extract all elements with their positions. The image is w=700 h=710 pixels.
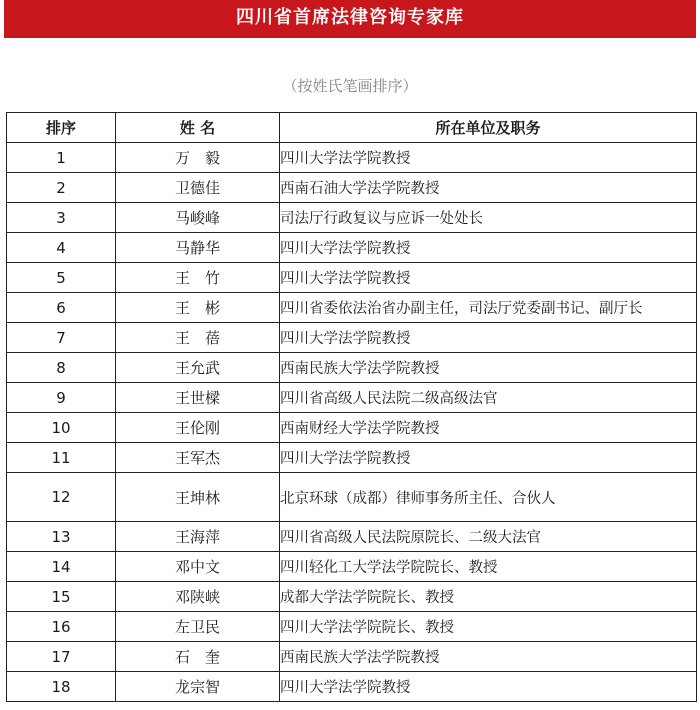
expert-affiliation: 西南财经大学法学院教授 — [280, 413, 697, 443]
expert-name: 王伦刚 — [116, 413, 280, 443]
table-row — [7, 473, 697, 522]
expert-name: 龙宗智 — [116, 672, 280, 702]
column-header-affiliation: 所在单位及职务 — [280, 113, 697, 143]
expert-name: 王军杰 — [116, 443, 280, 473]
expert-name: 王世樑 — [116, 383, 280, 413]
expert-name: 王 蓓 — [116, 323, 280, 353]
page-title: 四川省首席法律咨询专家库 — [236, 7, 464, 28]
expert-affiliation: 西南民族大学法学院教授 — [280, 642, 697, 672]
expert-affiliation: 四川大学法学院教授 — [280, 263, 697, 293]
expert-affiliation: 四川大学法学院教授 — [280, 143, 697, 173]
expert-name: 王 竹 — [116, 263, 280, 293]
expert-affiliation: 四川大学法学院教授 — [280, 233, 697, 263]
expert-affiliation: 北京环球（成都）律师事务所主任、合伙人 — [280, 473, 697, 522]
expert-name: 王海萍 — [116, 522, 280, 552]
expert-affiliation: 司法厅行政复议与应诉一处处长 — [280, 203, 697, 233]
row-number: 2 — [7, 173, 116, 203]
row-number: 7 — [7, 323, 116, 353]
table-row — [7, 383, 697, 413]
table-row — [7, 203, 697, 233]
row-number: 13 — [7, 522, 116, 552]
row-number: 9 — [7, 383, 116, 413]
row-number: 18 — [7, 672, 116, 702]
table-row — [7, 143, 697, 173]
expert-affiliation: 成都大学法学院院长、教授 — [280, 582, 697, 612]
expert-table — [6, 112, 697, 702]
expert-affiliation: 西南石油大学法学院教授 — [280, 173, 697, 203]
table-header-row — [7, 113, 697, 143]
table-row — [7, 582, 697, 612]
expert-affiliation: 四川轻化工大学法学院院长、教授 — [280, 552, 697, 582]
table-row — [7, 443, 697, 473]
expert-name: 左卫民 — [116, 612, 280, 642]
row-number: 14 — [7, 552, 116, 582]
expert-affiliation: 四川省委依法治省办副主任，司法厅党委副书记、副厅长 — [280, 293, 697, 323]
table-row — [7, 612, 697, 642]
sort-note: （按姓氏笔画排序） — [282, 77, 418, 95]
expert-name: 王坤林 — [116, 473, 280, 522]
row-number: 8 — [7, 353, 116, 383]
row-number: 17 — [7, 642, 116, 672]
expert-name: 卫德佳 — [116, 173, 280, 203]
expert-affiliation: 四川大学法学院教授 — [280, 323, 697, 353]
expert-name: 邓中文 — [116, 552, 280, 582]
expert-name: 邓陕峡 — [116, 582, 280, 612]
row-number: 4 — [7, 233, 116, 263]
expert-affiliation: 四川大学法学院院长、教授 — [280, 612, 697, 642]
table-row — [7, 552, 697, 582]
table-row — [7, 522, 697, 552]
expert-affiliation: 四川大学法学院教授 — [280, 443, 697, 473]
row-number: 1 — [7, 143, 116, 173]
row-number: 10 — [7, 413, 116, 443]
table-row — [7, 233, 697, 263]
row-number: 15 — [7, 582, 116, 612]
expert-name: 马静华 — [116, 233, 280, 263]
expert-name: 马峻峰 — [116, 203, 280, 233]
row-number: 12 — [7, 473, 116, 522]
table-row — [7, 672, 697, 702]
expert-name: 王允武 — [116, 353, 280, 383]
row-number: 6 — [7, 293, 116, 323]
expert-affiliation: 西南民族大学法学院教授 — [280, 353, 697, 383]
expert-affiliation: 四川大学法学院教授 — [280, 672, 697, 702]
row-number: 11 — [7, 443, 116, 473]
expert-affiliation: 四川省高级人民法院原院长、二级大法官 — [280, 522, 697, 552]
table-row — [7, 323, 697, 353]
column-header-name: 姓 名 — [116, 113, 280, 143]
table-row — [7, 173, 697, 203]
row-number: 16 — [7, 612, 116, 642]
row-number: 3 — [7, 203, 116, 233]
table-row — [7, 263, 697, 293]
table-row — [7, 293, 697, 323]
expert-name: 石 奎 — [116, 642, 280, 672]
expert-affiliation: 四川省高级人民法院二级高级法官 — [280, 383, 697, 413]
table-row — [7, 353, 697, 383]
column-header-order: 排序 — [7, 113, 116, 143]
row-number: 5 — [7, 263, 116, 293]
table-row — [7, 413, 697, 443]
table-row — [7, 642, 697, 672]
expert-name: 万 毅 — [116, 143, 280, 173]
expert-name: 王 彬 — [116, 293, 280, 323]
